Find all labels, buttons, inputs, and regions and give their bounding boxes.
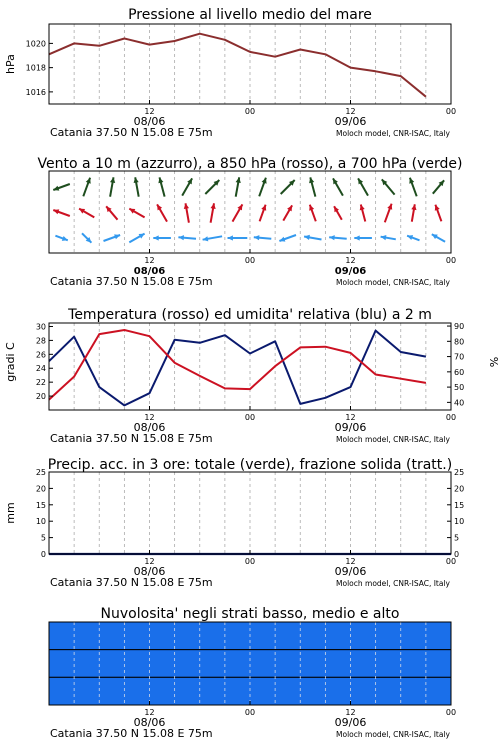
- cloud-panel: [49, 606, 456, 740]
- date-label: 08/06: [133, 266, 166, 277]
- date-label: 09/06: [334, 266, 367, 277]
- x-tick-label: 12: [144, 557, 155, 566]
- y-tick-label: 25: [35, 468, 46, 477]
- temperature-ylabel: gradi C: [4, 342, 17, 382]
- precipitation-title: Precip. acc. in 3 ore: totale (verde), frazione solida (tratt.): [47, 457, 453, 473]
- y-tick-label: 15: [454, 500, 465, 510]
- date-label: 08/06: [133, 115, 166, 128]
- station-label: Catania 37.50 N 15.08 E 75m: [50, 727, 213, 740]
- date-label: 09/06: [334, 565, 367, 578]
- y-tick-label: 25: [454, 468, 465, 477]
- y-tick-label: 30: [35, 322, 46, 332]
- y-tick-label: 10: [35, 517, 46, 527]
- x-tick-label: 00: [244, 708, 256, 717]
- wind-panel: [37, 156, 462, 288]
- wind-arrow-head: [153, 235, 158, 240]
- y-tick-label: 40: [454, 398, 465, 408]
- x-tick-label: 00: [445, 256, 457, 265]
- x-tick-label: 12: [345, 256, 356, 265]
- y-tick-label: 5: [40, 533, 46, 543]
- temperature-title: Temperatura (rosso) ed umidita' relativa (blu) a 2 m: [68, 307, 432, 323]
- date-label: 09/06: [334, 421, 367, 434]
- x-tick-label: 12: [345, 557, 356, 566]
- x-tick-label: 00: [445, 413, 457, 422]
- date-label: 08/06: [133, 565, 166, 578]
- wind-arrow-head: [254, 235, 260, 240]
- cloud-title: Nuvolosita' negli strati basso, medio e alto: [100, 606, 400, 622]
- y-tick-label: 1018: [25, 63, 46, 73]
- x-tick-label: 12: [345, 107, 356, 116]
- y-tick-label: 60: [454, 367, 465, 377]
- date-label: 09/06: [334, 716, 367, 729]
- y-tick-label: 20: [35, 392, 46, 402]
- model-label: Moloch model, CNR-ISAC, Italy: [336, 129, 450, 138]
- station-label: Catania 37.50 N 15.08 E 75m: [50, 576, 213, 589]
- x-tick-label: 12: [144, 708, 155, 717]
- station-label: Catania 37.50 N 15.08 E 75m: [50, 126, 213, 139]
- y-tick-label: 5: [454, 533, 460, 543]
- date-label: 08/06: [133, 421, 166, 434]
- pressure-ylabel: hPa: [4, 54, 17, 74]
- y-tick-label: 50: [454, 383, 465, 393]
- station-label: Catania 37.50 N 15.08 E 75m: [50, 432, 213, 445]
- temperature-line: [49, 330, 426, 400]
- model-label: Moloch model, CNR-ISAC, Italy: [336, 579, 450, 588]
- x-tick-label: 00: [244, 413, 256, 422]
- wind-arrow-head: [354, 235, 359, 240]
- y-tick-label: 22: [35, 378, 46, 388]
- precipitation-panel: [4, 457, 464, 589]
- x-tick-label: 00: [445, 708, 457, 717]
- y-tick-label: 1020: [25, 39, 46, 49]
- model-label: Moloch model, CNR-ISAC, Italy: [336, 730, 450, 739]
- x-tick-label: 00: [244, 557, 256, 566]
- wind-arrow-head: [228, 235, 233, 240]
- y-tick-label: 0: [40, 550, 46, 559]
- x-tick-label: 12: [144, 413, 155, 422]
- y-tick-label: 24: [35, 364, 46, 374]
- wind-title: Vento a 10 m (azzurro), a 850 hPa (rosso), a 700 hPa (verde): [37, 156, 463, 172]
- x-tick-label: 12: [144, 107, 155, 116]
- y-tick-label: 1016: [25, 87, 46, 97]
- date-label: 09/06: [334, 115, 367, 128]
- pressure-panel: [4, 7, 456, 139]
- x-tick-label: 12: [345, 413, 356, 422]
- y-tick-label: 20: [454, 484, 465, 494]
- y-tick-label: 26: [35, 350, 46, 360]
- humidity-ylabel: %: [487, 356, 500, 368]
- x-tick-label: 00: [244, 256, 256, 265]
- y-tick-label: 90: [454, 322, 465, 332]
- precipitation-ylabel: mm: [4, 502, 17, 524]
- date-label: 08/06: [133, 716, 166, 729]
- x-tick-label: 12: [345, 708, 356, 717]
- x-tick-label: 00: [244, 107, 256, 116]
- wind-arrow-head: [329, 235, 335, 240]
- station-label: Catania 37.50 N 15.08 E 75m: [50, 275, 213, 288]
- temperature-panel: [4, 307, 500, 445]
- model-label: Moloch model, CNR-ISAC, Italy: [336, 278, 450, 287]
- pressure-line: [49, 34, 426, 97]
- wind-arrow-head: [62, 236, 68, 241]
- wind-arrow-head: [178, 235, 184, 240]
- y-tick-label: 70: [454, 352, 465, 362]
- y-tick-label: 0: [454, 550, 460, 559]
- y-tick-label: 20: [35, 484, 46, 494]
- x-tick-label: 00: [445, 557, 457, 566]
- x-tick-label: 12: [144, 256, 155, 265]
- y-tick-label: 10: [454, 517, 465, 527]
- model-label: Moloch model, CNR-ISAC, Italy: [336, 435, 450, 444]
- y-tick-label: 15: [35, 500, 46, 510]
- y-tick-label: 80: [454, 337, 465, 347]
- x-tick-label: 00: [445, 107, 457, 116]
- y-tick-label: 28: [35, 336, 46, 346]
- pressure-title: Pressione al livello medio del mare: [128, 7, 372, 23]
